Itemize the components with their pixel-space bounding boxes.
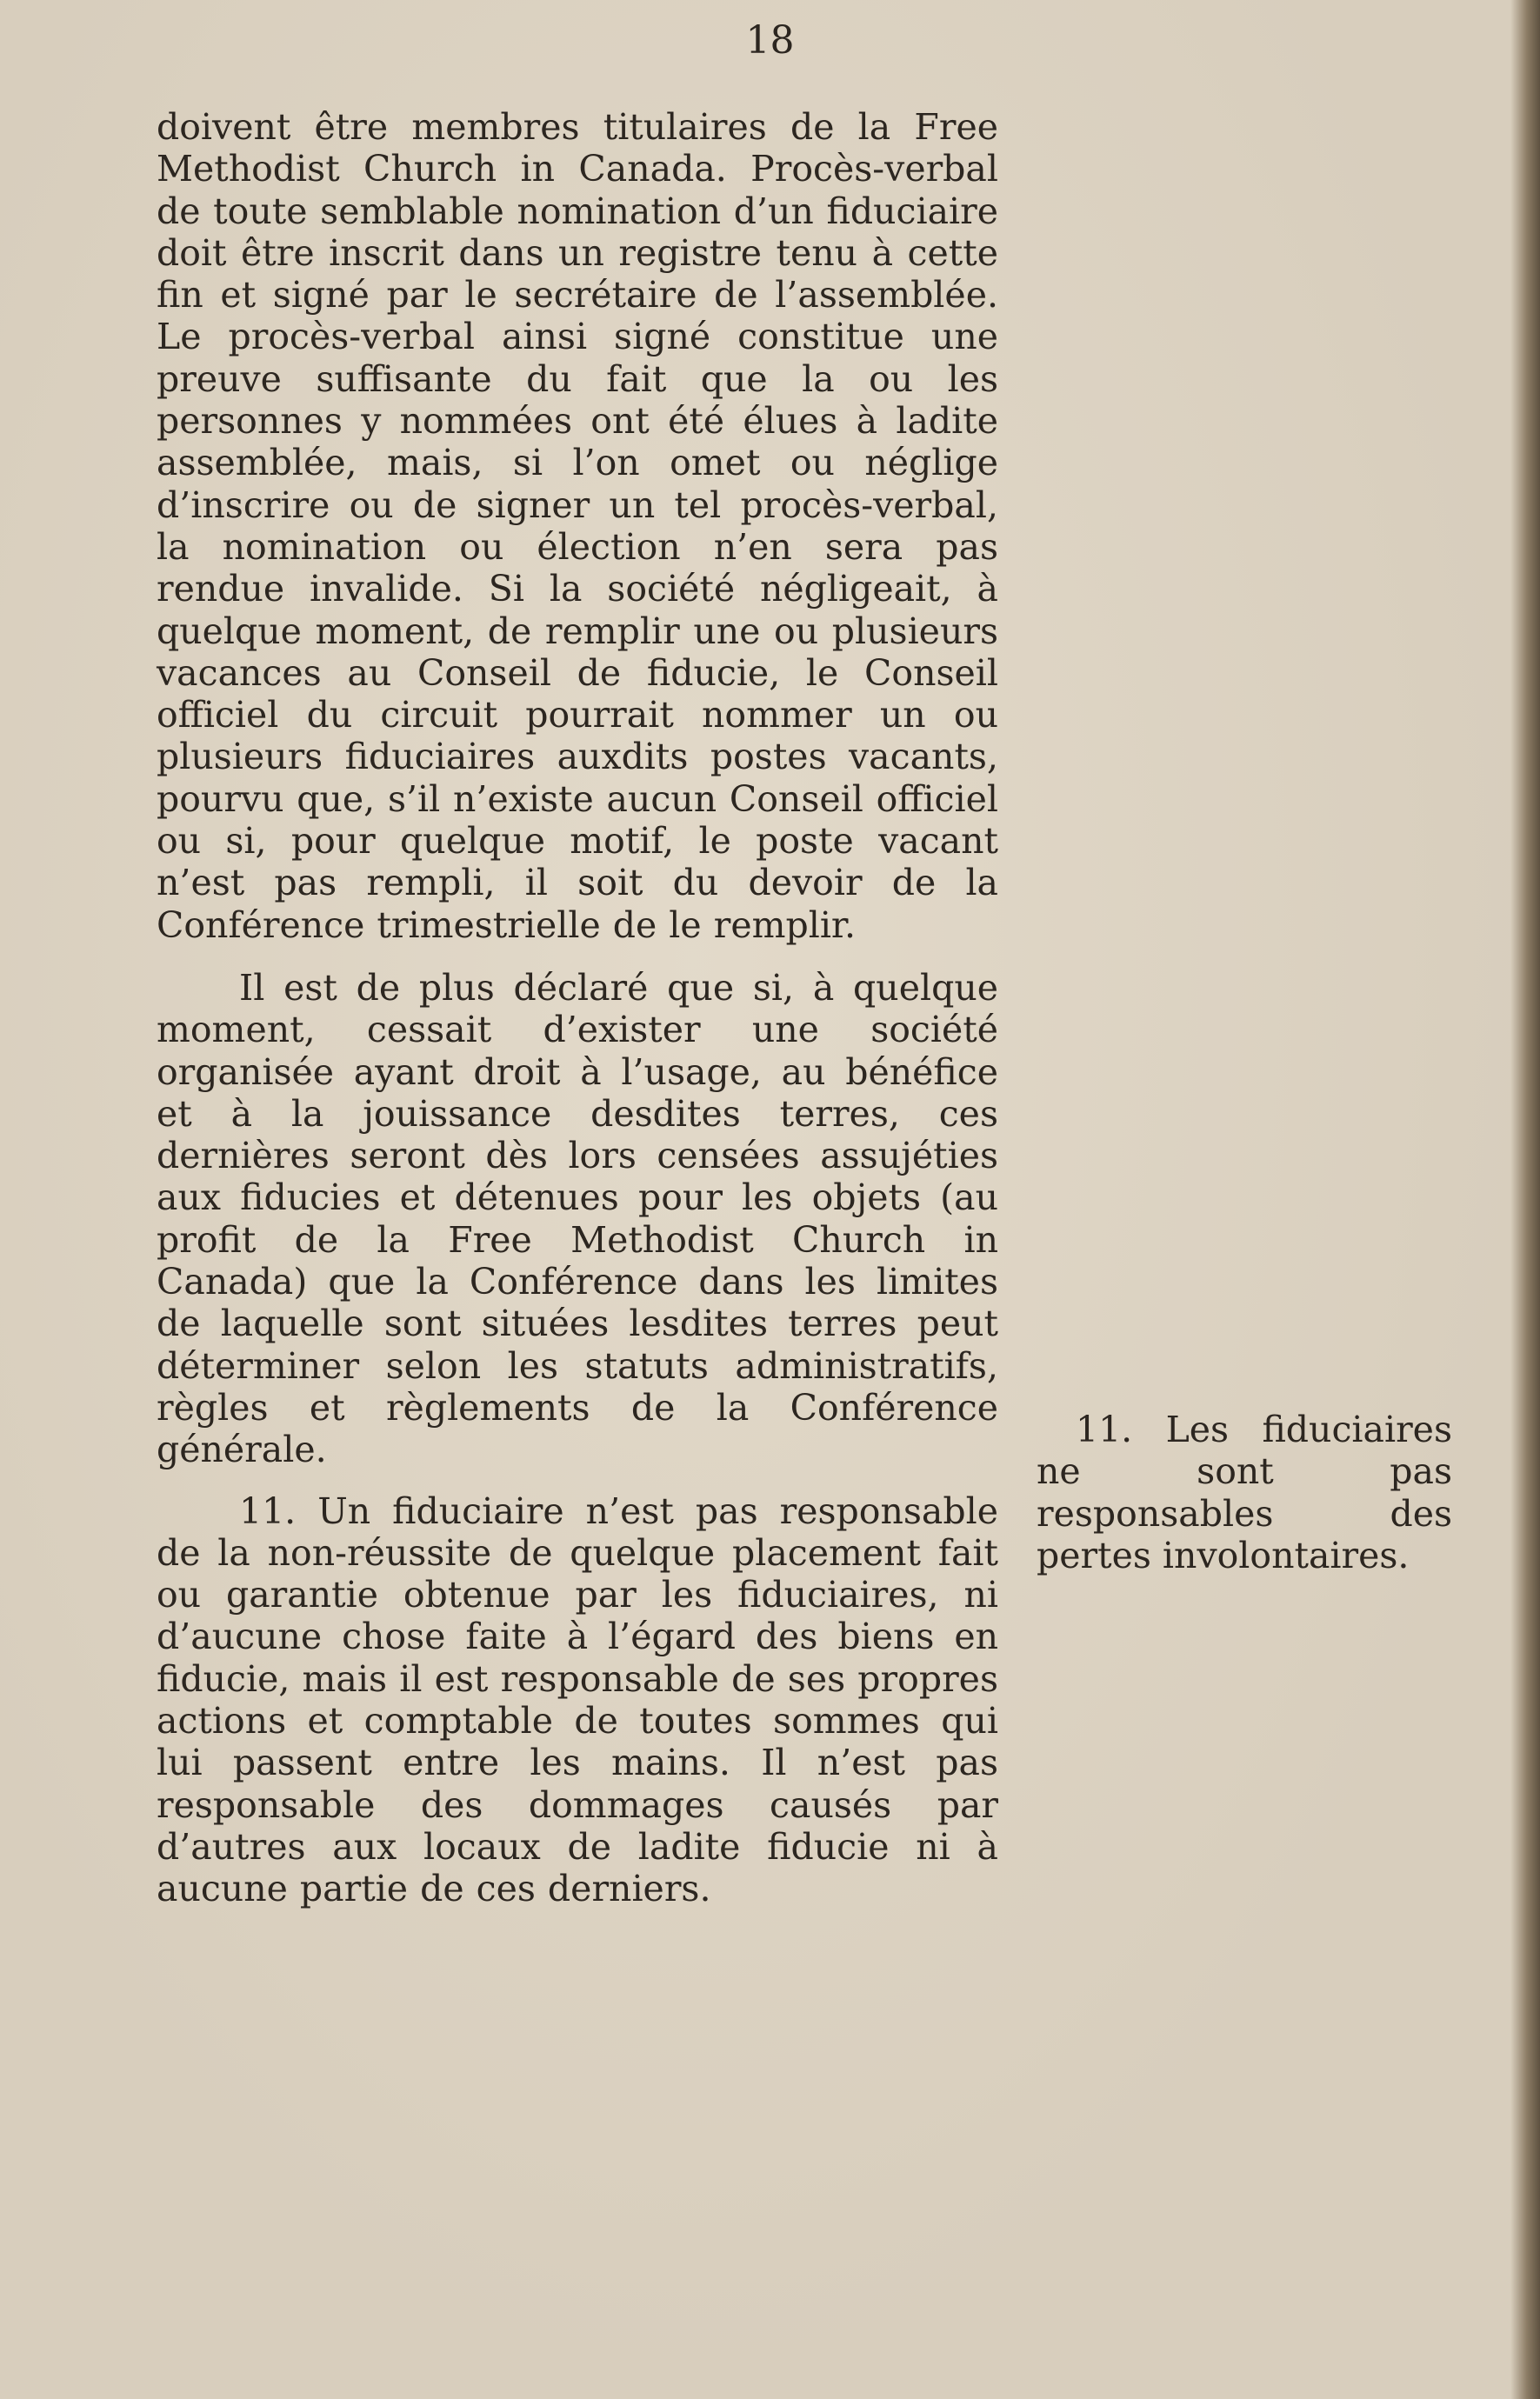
margin-note-section-11: 11. Les fiduciaires ne sont pas responsables des pertes involontaires. <box>1037 1409 1452 1576</box>
margin-note-column <box>1037 1409 1452 1576</box>
section-11-paragraph: 11. Un fiduciaire n’est pas responsable de la non-réussite de quelque placement fait ou garantie obtenue par les fiduciaires, ni d’aucune chose faite à l’égard des biens en fiducie, mais il est responsable de ses propres actions et comptable de toutes sommes qui lui passent entre les mains. Il n’est pas responsable des dommages causés par d’autres aux locaux de ladite fiducie ni à aucune partie de ces derniers. <box>157 1489 998 1910</box>
body-paragraph: doivent être membres titulaires de la Free Methodist Church in Canada. Procès-verbal de toute semblable nomination d’un fiduciaire doit être inscrit dans un registre tenu à cette fin et signé par le secrétaire de l’assemblée. Le procès-verbal ainsi signé constitue une preuve suffisante du fait que la ou les personnes y nommées ont été élues à ladite assemblée, mais, si l’on omet ou néglige d’inscrire ou de signer un tel procès-verbal, la nomination ou élection n’en sera pas rendue invalide. Si la société négligeait, à quelque moment, de remplir une ou plusieurs vacances au Conseil de fiducie, le Conseil officiel du circuit pourrait nommer un ou plusieurs fiduciaires auxdits postes vacants, pourvu que, s’il n’existe aucun Conseil officiel ou si, pour quelque motif, le poste vacant n’est pas rempli, il soit du devoir de la Conférence trimestrielle de le remplir. <box>157 106 998 946</box>
main-text-column <box>157 106 998 1909</box>
body-paragraph: Il est de plus déclaré que si, à quelque moment, cessait d’exister une société organisée ayant droit à l’usage, au bénéfice et à la jouissance desdites terres, ces dernières seront dès lors censées assujéties aux fiducies et détenues pour les objets (au profit de la Free Methodist Church in Canada) que la Conférence dans les limites de laquelle sont situées lesdites terres peut déterminer selon les statuts administratifs, règles et règlements de la Conférence générale. <box>157 966 998 1471</box>
page-number: 18 <box>745 18 795 63</box>
page-edge-shadow <box>1510 0 1540 2399</box>
